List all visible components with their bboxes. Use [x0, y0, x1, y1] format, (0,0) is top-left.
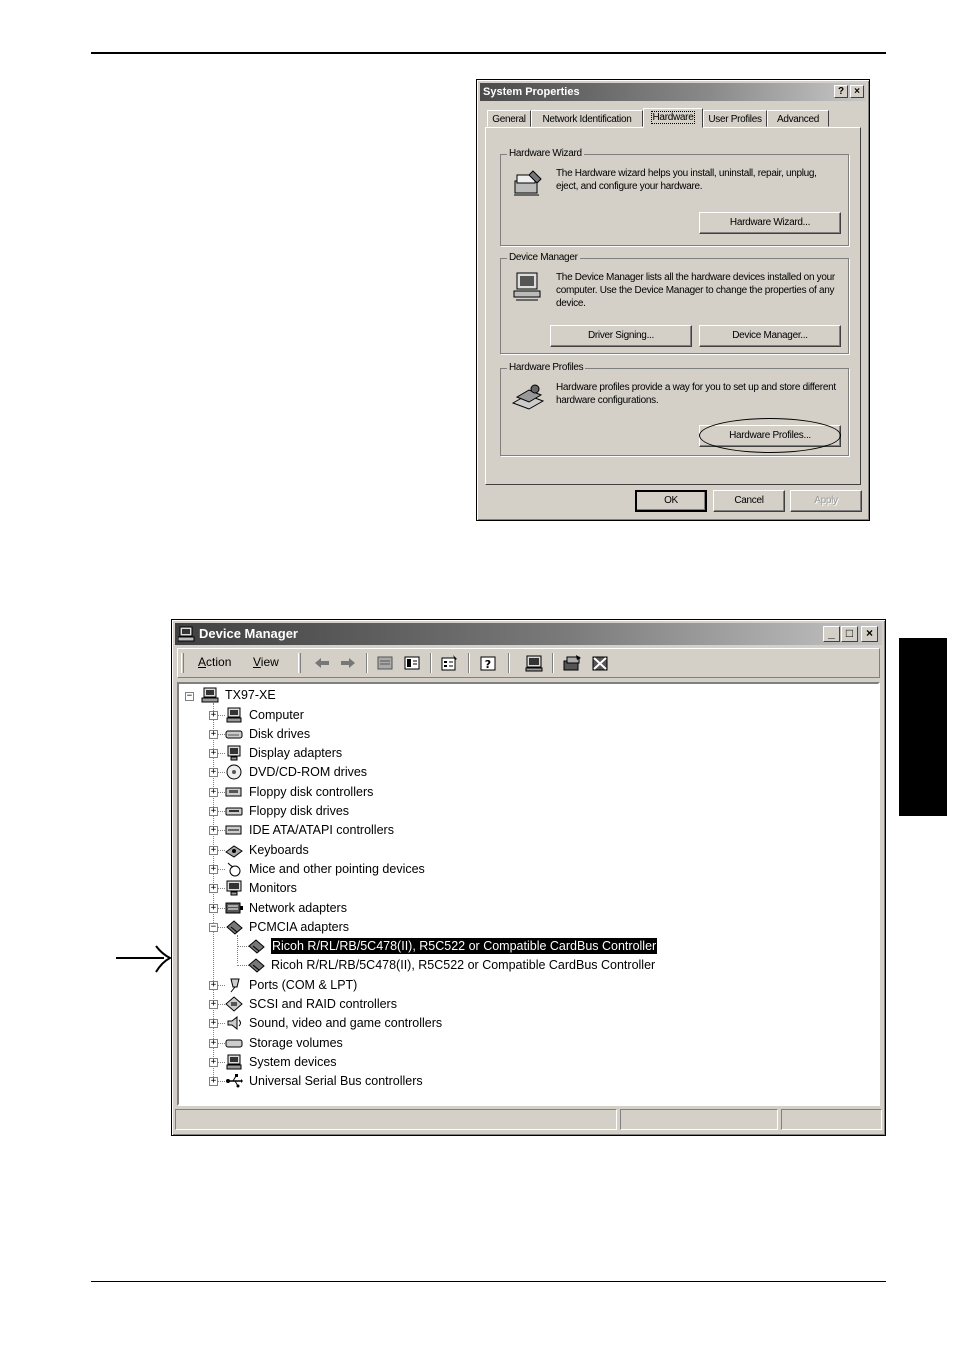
- tree-item-disk-drives[interactable]: Disk drives: [249, 726, 311, 741]
- hardware-wizard-label: Hardware Wizard: [509, 148, 582, 159]
- scsi-icon: [225, 996, 243, 1012]
- tree-item-pcmcia-adapters[interactable]: PCMCIA adapters: [249, 919, 350, 934]
- ide-controller-icon: [225, 822, 243, 838]
- system-properties-titlebar: [480, 83, 866, 101]
- tree-expand-toggle-display-adapters[interactable]: +: [210, 748, 217, 759]
- tree-expand-toggle-mice-and-other-pointing-devices[interactable]: +: [210, 863, 217, 874]
- tree-item-system-devices[interactable]: System devices: [249, 1054, 337, 1069]
- section-tab-marker: [899, 638, 947, 816]
- tree-root-label[interactable]: TX97-XE: [225, 688, 276, 702]
- root-collapse-toggle[interactable]: −: [186, 691, 193, 701]
- bottom-rule: [91, 1281, 886, 1282]
- tab-hardware[interactable]: Hardware: [643, 108, 703, 128]
- tree-item-keyboards[interactable]: Keyboards: [249, 842, 309, 857]
- window-title: Device Manager: [199, 626, 298, 641]
- floppy-controller-icon: [225, 784, 243, 800]
- menu-action[interactable]: Action: [198, 655, 232, 669]
- tree-item-dvd-cd-rom-drives[interactable]: DVD/CD-ROM drives: [249, 765, 368, 780]
- disk-drive-icon: [225, 726, 243, 742]
- dialog-title: System Properties: [483, 86, 580, 98]
- device-manager-titlebar: [175, 623, 882, 645]
- toolbar-grip[interactable]: [181, 653, 184, 673]
- pcmcia-icon: [225, 919, 243, 935]
- toolbar-separator: [430, 653, 432, 673]
- tree-expand-toggle-keyboards[interactable]: +: [210, 844, 217, 855]
- tab-user-profiles[interactable]: User Profiles: [703, 110, 767, 127]
- back-arrow-icon[interactable]: [312, 654, 332, 672]
- hardware-profiles-description: Hardware profiles provide a way for you to set up and store different hardware configurations.: [556, 382, 836, 406]
- toolbar-separator: [366, 653, 368, 673]
- monitor-icon: [225, 880, 243, 896]
- status-cell-2: [620, 1109, 778, 1130]
- tree-item-universal-serial-bus-controllers[interactable]: Universal Serial Bus controllers: [249, 1074, 423, 1089]
- hardware-wizard-icon: [511, 167, 545, 199]
- highlight-ellipse: [699, 418, 841, 453]
- cancel-button[interactable]: Cancel: [713, 490, 785, 512]
- tree-expand-toggle-monitors[interactable]: +: [210, 883, 217, 894]
- device-manager-window: [171, 619, 886, 1136]
- maximize-button[interactable]: □: [841, 626, 858, 642]
- close-button[interactable]: ×: [861, 626, 878, 642]
- svg-text:?: ?: [484, 658, 492, 671]
- usb-icon: [225, 1073, 243, 1089]
- tree-expand-toggle-floppy-disk-drives[interactable]: +: [210, 806, 217, 816]
- device-manager-group: [500, 252, 849, 354]
- tree-expand-toggle-storage-volumes[interactable]: +: [210, 1037, 217, 1048]
- cdrom-icon: [225, 764, 243, 780]
- update-driver-icon[interactable]: [562, 654, 582, 672]
- network-adapter-icon: [225, 900, 243, 916]
- driver-signing-button[interactable]: Driver Signing...: [550, 325, 692, 347]
- menu-toolbar: [177, 648, 880, 678]
- toolbar-separator: [468, 653, 470, 673]
- close-caption-button[interactable]: ×: [850, 85, 864, 98]
- folder-icon[interactable]: [375, 654, 395, 672]
- tree-expand-toggle-scsi-and-raid-controllers[interactable]: +: [210, 999, 217, 1009]
- system-device-icon: [225, 1054, 243, 1070]
- tree-item-scsi-and-raid-controllers[interactable]: SCSI and RAID controllers: [249, 997, 397, 1011]
- tree-expand-toggle-floppy-disk-controllers[interactable]: +: [210, 786, 217, 797]
- tree-expand-toggle-computer[interactable]: +: [210, 709, 217, 720]
- tree-item-network-adapters[interactable]: Network adapters: [249, 900, 347, 915]
- computer-scan-icon[interactable]: [524, 654, 544, 672]
- mouse-icon: [225, 861, 243, 877]
- tree-item-monitors[interactable]: Monitors: [249, 881, 297, 896]
- toolbar-grip-2[interactable]: [298, 653, 301, 673]
- system-properties-dialog: [476, 79, 870, 521]
- tree-expand-toggle-ide-ata-atapi-controllers[interactable]: +: [210, 825, 217, 836]
- status-cell-main: [175, 1109, 617, 1130]
- hardware-wizard-description: The Hardware wizard helps you install, uninstall, repair, unplug, eject, and configure your hardware.: [556, 168, 817, 192]
- pointer-arrow-icon: [116, 944, 172, 974]
- tree-expand-toggle-universal-serial-bus-controllers[interactable]: +: [210, 1076, 217, 1087]
- cardbus-controller-icon: [247, 938, 265, 954]
- device-manager-button[interactable]: Device Manager...: [699, 325, 841, 347]
- keyboard-icon: [225, 842, 243, 858]
- tab-network-identification[interactable]: Network Identification: [531, 110, 643, 127]
- tree-item-mice-and-other-pointing-devices[interactable]: Mice and other pointing devices: [249, 861, 425, 876]
- minimize-button[interactable]: _: [823, 626, 840, 642]
- tree-expand-toggle-pcmcia-adapters[interactable]: −: [210, 921, 217, 932]
- tree-expand-toggle-ports-com-lpt[interactable]: +: [210, 979, 217, 990]
- tree-item-ports-com-lpt[interactable]: Ports (COM & LPT): [249, 977, 358, 992]
- display-adapter-icon: [225, 745, 243, 761]
- toolbar-separator: [508, 653, 510, 673]
- tree-expand-toggle-system-devices[interactable]: +: [210, 1056, 217, 1067]
- tree-item-floppy-disk-drives[interactable]: Floppy disk drives: [249, 804, 350, 818]
- device-manager-label: Device Manager: [509, 252, 578, 263]
- tree-expand-toggle-dvd-cd-rom-drives[interactable]: +: [210, 767, 217, 778]
- hardware-wizard-group: [500, 148, 849, 246]
- tab-general[interactable]: General: [487, 110, 531, 127]
- sound-icon: [225, 1015, 243, 1031]
- forward-arrow-icon[interactable]: [338, 654, 358, 672]
- tree-expand-toggle-disk-drives[interactable]: +: [210, 728, 217, 739]
- help-icon[interactable]: [478, 654, 498, 672]
- hardware-profiles-button[interactable]: Hardware Profiles...: [699, 425, 841, 447]
- tab-advanced[interactable]: Advanced: [767, 110, 829, 127]
- tree-item-display-adapters[interactable]: Display adapters: [249, 746, 343, 761]
- device-manager-icon: [511, 271, 545, 303]
- toolbar-separator: [552, 653, 554, 673]
- hardware-wizard-button[interactable]: Hardware Wizard...: [699, 212, 841, 234]
- storage-volume-icon: [225, 1035, 243, 1051]
- tree-item-sound-video-and-game-controllers[interactable]: Sound, video and game controllers: [249, 1016, 443, 1031]
- port-icon: [225, 977, 243, 993]
- menu-view[interactable]: View: [253, 655, 279, 669]
- status-bar: [175, 1109, 882, 1131]
- view-icon[interactable]: [402, 654, 422, 672]
- floppy-drive-icon: [225, 803, 243, 819]
- cardbus-controller-icon: [247, 957, 265, 973]
- properties-icon[interactable]: [439, 654, 459, 672]
- status-cell-3: [781, 1109, 882, 1130]
- computer-root-icon: [201, 687, 219, 703]
- help-caption-button[interactable]: ?: [834, 85, 848, 98]
- uninstall-icon[interactable]: [590, 654, 610, 672]
- tree-item-computer[interactable]: Computer: [249, 707, 304, 722]
- hardware-profiles-icon: [511, 381, 545, 413]
- tree-expand-toggle-network-adapters[interactable]: +: [210, 902, 217, 913]
- tree-expand-toggle-sound-video-and-game-controllers[interactable]: +: [210, 1018, 217, 1029]
- tree-item-cardbus-controller-2[interactable]: Ricoh R/RL/RB/5C478(II), R5C522 or Compatible CardBus Controller: [271, 958, 656, 973]
- computer-icon: [225, 707, 243, 723]
- tree-item-storage-volumes[interactable]: Storage volumes: [249, 1035, 343, 1050]
- tree-item-ide-ata-atapi-controllers[interactable]: IDE ATA/ATAPI controllers: [249, 823, 394, 838]
- device-tree: [177, 682, 880, 1106]
- device-manager-title-icon: [178, 626, 196, 642]
- device-manager-description: The Device Manager lists all the hardware devices installed on your computer. Use the Device Manager to change the properties of any device.: [556, 272, 835, 309]
- tree-item-cardbus-controller-1[interactable]: Ricoh R/RL/RB/5C478(II), R5C522 or Compatible CardBus Controller: [272, 939, 657, 954]
- ok-button[interactable]: OK: [635, 490, 707, 512]
- top-rule: [91, 52, 886, 54]
- hardware-profiles-label: Hardware Profiles: [509, 362, 584, 373]
- tree-connector: [237, 935, 238, 964]
- tree-item-floppy-disk-controllers[interactable]: Floppy disk controllers: [249, 784, 374, 799]
- apply-button[interactable]: Apply: [790, 490, 862, 512]
